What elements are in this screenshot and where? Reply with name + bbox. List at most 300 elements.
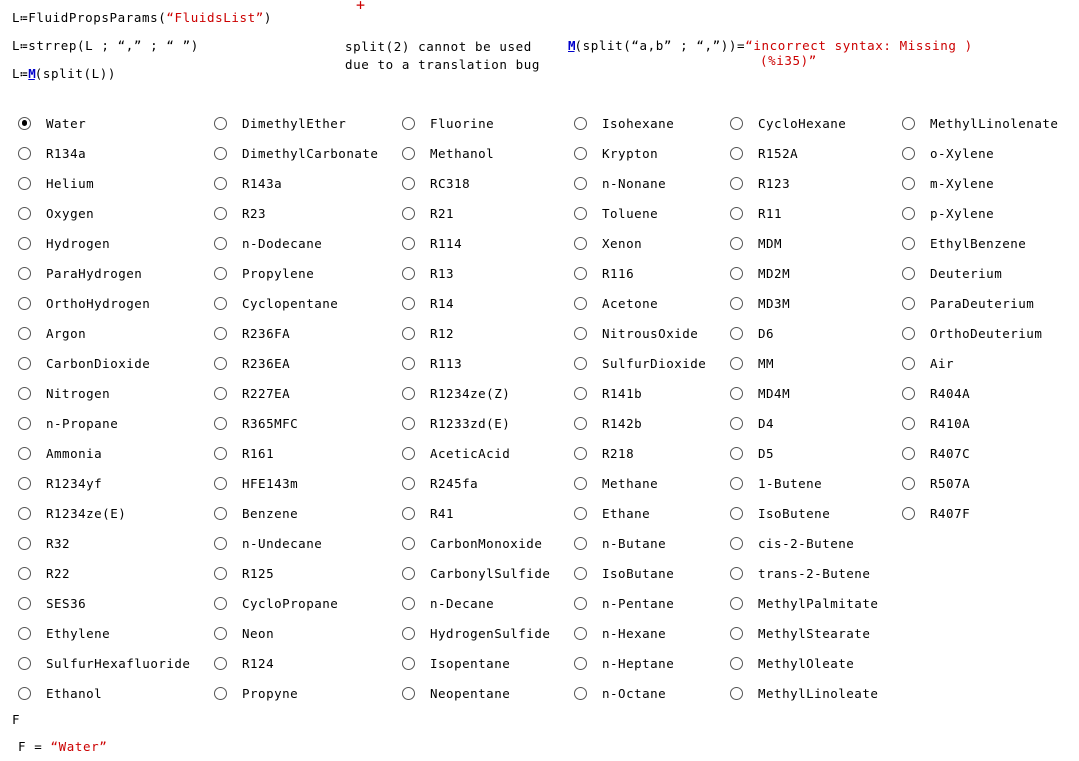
radio-button[interactable] <box>574 687 587 700</box>
radio-item[interactable] <box>574 198 706 228</box>
radio-item[interactable] <box>902 408 1058 438</box>
radio-button[interactable] <box>214 237 227 250</box>
radio-button[interactable] <box>574 477 587 490</box>
radio-button[interactable] <box>902 477 915 490</box>
radio-button[interactable] <box>18 357 31 370</box>
radio-item[interactable] <box>18 438 190 468</box>
radio-label: Propylene <box>242 265 315 281</box>
radio-item[interactable] <box>18 288 190 318</box>
radio-button[interactable] <box>214 657 227 670</box>
radio-item[interactable] <box>402 108 550 138</box>
matrix-icon-2: M <box>568 38 575 53</box>
radio-item[interactable] <box>902 258 1058 288</box>
radio-item[interactable] <box>18 618 190 648</box>
radio-item[interactable] <box>730 408 878 438</box>
radio-item[interactable] <box>214 378 378 408</box>
radio-item[interactable] <box>214 408 378 438</box>
radio-button[interactable] <box>730 327 743 340</box>
radio-label: SulfurDioxide <box>602 355 707 371</box>
radio-button[interactable] <box>18 507 31 520</box>
radio-item[interactable] <box>902 228 1058 258</box>
radio-item[interactable] <box>730 318 878 348</box>
radio-item[interactable] <box>214 258 378 288</box>
radio-item[interactable] <box>214 588 378 618</box>
radio-button[interactable] <box>574 597 587 610</box>
radio-item[interactable] <box>18 348 190 378</box>
radio-item[interactable] <box>730 378 878 408</box>
radio-item[interactable] <box>18 258 190 288</box>
radio-item[interactable] <box>574 618 706 648</box>
radio-item[interactable] <box>574 678 706 708</box>
radio-item[interactable] <box>402 648 550 678</box>
radio-button[interactable] <box>18 387 31 400</box>
radio-item[interactable] <box>18 108 190 138</box>
radio-label: ParaDeuterium <box>930 295 1035 311</box>
radio-label: n-Octane <box>602 685 667 701</box>
radio-button[interactable] <box>730 177 743 190</box>
radio-item[interactable] <box>402 588 550 618</box>
fluid-column-3 <box>402 108 550 708</box>
radio-item[interactable] <box>18 318 190 348</box>
radio-button[interactable] <box>402 207 415 220</box>
radio-button[interactable] <box>574 567 587 580</box>
radio-button[interactable] <box>402 387 415 400</box>
radio-item[interactable] <box>574 138 706 168</box>
radio-item[interactable] <box>402 168 550 198</box>
radio-button[interactable] <box>730 267 743 280</box>
code-line-4[interactable] <box>568 38 973 68</box>
radio-button[interactable] <box>214 597 227 610</box>
radio-item[interactable] <box>214 498 378 528</box>
radio-button[interactable] <box>214 117 227 130</box>
radio-item[interactable] <box>402 348 550 378</box>
paren-close: ) <box>263 10 273 25</box>
radio-label: HydrogenSulfide <box>430 625 551 641</box>
radio-button[interactable] <box>902 357 915 370</box>
radio-label: R142b <box>602 415 643 431</box>
radio-item[interactable] <box>18 198 190 228</box>
radio-item[interactable] <box>402 198 550 228</box>
radio-item[interactable] <box>402 138 550 168</box>
radio-button[interactable] <box>574 537 587 550</box>
result-variable: F <box>12 712 21 727</box>
radio-item[interactable] <box>902 108 1058 138</box>
radio-item[interactable] <box>730 228 878 258</box>
radio-label: Hydrogen <box>46 235 111 251</box>
radio-item[interactable] <box>730 108 878 138</box>
radio-button[interactable] <box>402 477 415 490</box>
radio-label: Ethane <box>602 505 651 521</box>
radio-item[interactable] <box>730 588 878 618</box>
radio-item[interactable] <box>730 648 878 678</box>
radio-label: R152A <box>758 145 799 161</box>
radio-label: o-Xylene <box>930 145 995 161</box>
radio-item[interactable] <box>214 288 378 318</box>
radio-button[interactable] <box>214 417 227 430</box>
radio-item[interactable] <box>214 618 378 648</box>
radio-item[interactable] <box>902 348 1058 378</box>
radio-label: trans-2-Butene <box>758 565 871 581</box>
radio-label: R161 <box>242 445 275 461</box>
radio-button[interactable] <box>902 417 915 430</box>
radio-item[interactable] <box>902 438 1058 468</box>
radio-item[interactable] <box>214 168 378 198</box>
radio-item[interactable] <box>902 318 1058 348</box>
radio-item[interactable] <box>18 468 190 498</box>
radio-button[interactable] <box>902 237 915 250</box>
radio-label: R245fa <box>430 475 479 491</box>
radio-label: 1-Butene <box>758 475 823 491</box>
radio-item[interactable] <box>574 108 706 138</box>
radio-button[interactable] <box>402 267 415 280</box>
radio-button[interactable] <box>214 537 227 550</box>
radio-button[interactable] <box>402 117 415 130</box>
fluid-column-5 <box>730 108 878 708</box>
radio-button[interactable] <box>730 447 743 460</box>
radio-button[interactable] <box>18 237 31 250</box>
radio-button[interactable] <box>402 657 415 670</box>
radio-item[interactable] <box>902 468 1058 498</box>
radio-button[interactable] <box>214 327 227 340</box>
radio-button[interactable] <box>730 237 743 250</box>
radio-item[interactable] <box>402 318 550 348</box>
radio-button[interactable] <box>730 537 743 550</box>
radio-button[interactable] <box>214 567 227 580</box>
radio-item[interactable] <box>574 528 706 558</box>
radio-label: p-Xylene <box>930 205 995 221</box>
radio-label: Xenon <box>602 235 643 251</box>
code-line-2[interactable]: L≔strrep(L ; “,” ; “ ”) <box>12 38 199 53</box>
radio-item[interactable] <box>214 138 378 168</box>
radio-item[interactable] <box>574 438 706 468</box>
radio-button[interactable] <box>18 567 31 580</box>
radio-item[interactable] <box>214 678 378 708</box>
radio-button[interactable] <box>574 507 587 520</box>
radio-label: n-Undecane <box>242 535 323 551</box>
radio-button[interactable] <box>402 597 415 610</box>
radio-button[interactable] <box>18 177 31 190</box>
radio-label: R218 <box>602 445 635 461</box>
radio-label: CarbonylSulfide <box>430 565 551 581</box>
radio-button[interactable] <box>402 627 415 640</box>
radio-item[interactable] <box>574 318 706 348</box>
radio-button[interactable] <box>402 327 415 340</box>
radio-button[interactable] <box>574 237 587 250</box>
radio-item[interactable] <box>402 618 550 648</box>
radio-item[interactable] <box>402 228 550 258</box>
radio-label: m-Xylene <box>930 175 995 191</box>
radio-item[interactable] <box>402 528 550 558</box>
radio-item[interactable] <box>402 258 550 288</box>
matrix-icon: M <box>28 66 35 81</box>
radio-button[interactable] <box>574 177 587 190</box>
radio-item[interactable] <box>214 348 378 378</box>
radio-label: CycloHexane <box>758 115 847 131</box>
radio-label: n-Nonane <box>602 175 667 191</box>
radio-label: n-Butane <box>602 535 667 551</box>
radio-button[interactable] <box>574 147 587 160</box>
radio-item[interactable] <box>730 288 878 318</box>
radio-item[interactable] <box>574 558 706 588</box>
radio-item[interactable] <box>402 498 550 528</box>
radio-item[interactable] <box>574 168 706 198</box>
radio-label: R13 <box>430 265 455 281</box>
radio-item[interactable] <box>574 378 706 408</box>
plus-marker: + <box>356 0 366 14</box>
radio-label: MD2M <box>758 265 791 281</box>
radio-label: R1233zd(E) <box>430 415 511 431</box>
radio-label: R125 <box>242 565 275 581</box>
radio-button[interactable] <box>402 447 415 460</box>
radio-button[interactable] <box>402 507 415 520</box>
radio-item[interactable] <box>730 438 878 468</box>
radio-button[interactable] <box>214 477 227 490</box>
radio-button[interactable] <box>730 507 743 520</box>
radio-button[interactable] <box>18 207 31 220</box>
radio-item[interactable] <box>214 468 378 498</box>
code-line-3[interactable] <box>12 66 116 81</box>
radio-item[interactable] <box>574 648 706 678</box>
radio-button[interactable] <box>18 687 31 700</box>
radio-button[interactable] <box>18 447 31 460</box>
radio-item[interactable] <box>214 648 378 678</box>
radio-button[interactable] <box>402 177 415 190</box>
radio-button[interactable] <box>402 237 415 250</box>
radio-item[interactable] <box>730 198 878 228</box>
radio-button[interactable] <box>214 177 227 190</box>
radio-button[interactable] <box>902 207 915 220</box>
radio-label: R143a <box>242 175 283 191</box>
radio-item[interactable] <box>730 678 878 708</box>
radio-button[interactable] <box>574 657 587 670</box>
radio-button[interactable] <box>18 657 31 670</box>
radio-button[interactable] <box>402 147 415 160</box>
radio-button[interactable] <box>902 387 915 400</box>
radio-button[interactable] <box>18 537 31 550</box>
radio-button[interactable] <box>902 267 915 280</box>
radio-button[interactable] <box>214 147 227 160</box>
result-line[interactable] <box>18 739 107 754</box>
radio-item[interactable] <box>402 378 550 408</box>
radio-item[interactable] <box>902 378 1058 408</box>
radio-button[interactable] <box>214 627 227 640</box>
translation-note-line-1: split(2) cannot be used <box>345 39 532 54</box>
radio-item[interactable] <box>214 198 378 228</box>
radio-button[interactable] <box>730 207 743 220</box>
radio-button[interactable] <box>214 687 227 700</box>
radio-item[interactable] <box>402 438 550 468</box>
radio-button[interactable] <box>902 147 915 160</box>
radio-item[interactable] <box>730 348 878 378</box>
radio-item[interactable] <box>214 318 378 348</box>
radio-label: SES36 <box>46 595 87 611</box>
radio-button[interactable] <box>730 687 743 700</box>
radio-label: R12 <box>430 325 455 341</box>
radio-item[interactable] <box>574 228 706 258</box>
radio-item[interactable] <box>214 558 378 588</box>
radio-button[interactable] <box>214 447 227 460</box>
radio-button[interactable] <box>574 357 587 370</box>
radio-item[interactable] <box>18 528 190 558</box>
radio-button[interactable] <box>902 447 915 460</box>
radio-button[interactable] <box>214 267 227 280</box>
code-line-1[interactable] <box>12 10 272 25</box>
radio-item[interactable] <box>902 498 1058 528</box>
radio-button[interactable] <box>730 417 743 430</box>
radio-item[interactable] <box>730 618 878 648</box>
radio-button[interactable] <box>574 327 587 340</box>
radio-item[interactable] <box>18 228 190 258</box>
radio-button[interactable] <box>902 507 915 520</box>
radio-item[interactable] <box>18 168 190 198</box>
radio-item[interactable] <box>574 258 706 288</box>
radio-item[interactable] <box>18 588 190 618</box>
radio-item[interactable] <box>402 408 550 438</box>
radio-button[interactable] <box>902 117 915 130</box>
radio-item[interactable] <box>214 108 378 138</box>
radio-label: OrthoDeuterium <box>930 325 1043 341</box>
radio-item[interactable] <box>574 468 706 498</box>
radio-label: n-Propane <box>46 415 119 431</box>
radio-button[interactable] <box>18 117 31 130</box>
radio-item[interactable] <box>18 648 190 678</box>
code-line-4-expr: (split(“a,b” ; “,”)) <box>574 38 738 53</box>
radio-button[interactable] <box>574 207 587 220</box>
radio-button[interactable] <box>402 537 415 550</box>
radio-label: R32 <box>46 535 71 551</box>
radio-button[interactable] <box>730 657 743 670</box>
radio-item[interactable] <box>402 558 550 588</box>
radio-button[interactable] <box>214 507 227 520</box>
code-line-3-post: (split(L)) <box>34 66 117 81</box>
radio-button[interactable] <box>730 477 743 490</box>
radio-item[interactable] <box>730 498 878 528</box>
radio-button[interactable] <box>402 417 415 430</box>
radio-item[interactable] <box>214 228 378 258</box>
code-area <box>0 0 1079 100</box>
radio-button[interactable] <box>730 387 743 400</box>
radio-item[interactable] <box>18 408 190 438</box>
radio-button[interactable] <box>402 687 415 700</box>
radio-button[interactable] <box>574 117 587 130</box>
radio-label: D6 <box>758 325 775 341</box>
result-value: “Water” <box>50 739 108 754</box>
radio-item[interactable] <box>902 288 1058 318</box>
radio-item[interactable] <box>902 198 1058 228</box>
radio-button[interactable] <box>18 417 31 430</box>
radio-button[interactable] <box>730 147 743 160</box>
radio-button[interactable] <box>18 327 31 340</box>
radio-label: Isopentane <box>430 655 511 671</box>
radio-item[interactable] <box>18 498 190 528</box>
radio-item[interactable] <box>902 168 1058 198</box>
radio-button[interactable] <box>730 357 743 370</box>
radio-button[interactable] <box>214 387 227 400</box>
radio-item[interactable] <box>574 498 706 528</box>
radio-label: Neopentane <box>430 685 511 701</box>
radio-item[interactable] <box>574 348 706 378</box>
radio-item[interactable] <box>730 558 878 588</box>
radio-item[interactable] <box>730 468 878 498</box>
radio-label: R141b <box>602 385 643 401</box>
radio-button[interactable] <box>730 567 743 580</box>
radio-button[interactable] <box>902 297 915 310</box>
radio-label: R410A <box>930 415 971 431</box>
radio-item[interactable] <box>18 678 190 708</box>
radio-label: MethylOleate <box>758 655 855 671</box>
radio-button[interactable] <box>730 627 743 640</box>
radio-button[interactable] <box>18 267 31 280</box>
radio-label: Water <box>46 115 87 131</box>
radio-button[interactable] <box>574 267 587 280</box>
radio-button[interactable] <box>902 177 915 190</box>
radio-button[interactable] <box>214 297 227 310</box>
paren-open: ( <box>158 10 167 25</box>
code-line-1-pre: L≔FluidPropsParams <box>12 10 159 25</box>
error-message-line-2: (%i35)” <box>760 53 817 68</box>
radio-button[interactable] <box>574 417 587 430</box>
radio-button[interactable] <box>18 627 31 640</box>
radio-button[interactable] <box>214 357 227 370</box>
radio-label: Isohexane <box>602 115 675 131</box>
radio-label: R365MFC <box>242 415 299 431</box>
radio-item[interactable] <box>402 288 550 318</box>
radio-item[interactable] <box>18 378 190 408</box>
radio-label: HFE143m <box>242 475 299 491</box>
radio-label: DimethylEther <box>242 115 347 131</box>
radio-button[interactable] <box>574 447 587 460</box>
radio-item[interactable] <box>214 438 378 468</box>
radio-button[interactable] <box>18 147 31 160</box>
radio-item[interactable] <box>730 138 878 168</box>
radio-item[interactable] <box>730 528 878 558</box>
radio-button[interactable] <box>574 387 587 400</box>
radio-button[interactable] <box>902 327 915 340</box>
radio-button[interactable] <box>730 297 743 310</box>
radio-button[interactable] <box>574 297 587 310</box>
radio-item[interactable] <box>574 588 706 618</box>
radio-item[interactable] <box>730 168 878 198</box>
radio-item[interactable] <box>730 258 878 288</box>
radio-button[interactable] <box>18 477 31 490</box>
radio-label: R124 <box>242 655 275 671</box>
radio-label: R116 <box>602 265 635 281</box>
radio-item[interactable] <box>402 678 550 708</box>
radio-button[interactable] <box>402 357 415 370</box>
radio-button[interactable] <box>18 297 31 310</box>
radio-button[interactable] <box>402 297 415 310</box>
radio-item[interactable] <box>402 468 550 498</box>
radio-button[interactable] <box>574 627 587 640</box>
radio-label: Krypton <box>602 145 659 161</box>
radio-label: n-Heptane <box>602 655 675 671</box>
radio-item[interactable] <box>18 138 190 168</box>
radio-item[interactable] <box>18 558 190 588</box>
radio-item[interactable] <box>214 528 378 558</box>
radio-label: R114 <box>430 235 463 251</box>
radio-button[interactable] <box>730 597 743 610</box>
radio-label: NitrousOxide <box>602 325 699 341</box>
radio-item[interactable] <box>574 408 706 438</box>
radio-item[interactable] <box>574 288 706 318</box>
fluid-column-6 <box>902 108 1058 528</box>
radio-button[interactable] <box>730 117 743 130</box>
radio-item[interactable] <box>902 138 1058 168</box>
radio-label: Oxygen <box>46 205 95 221</box>
radio-button[interactable] <box>402 567 415 580</box>
radio-button[interactable] <box>214 207 227 220</box>
radio-button[interactable] <box>18 597 31 610</box>
